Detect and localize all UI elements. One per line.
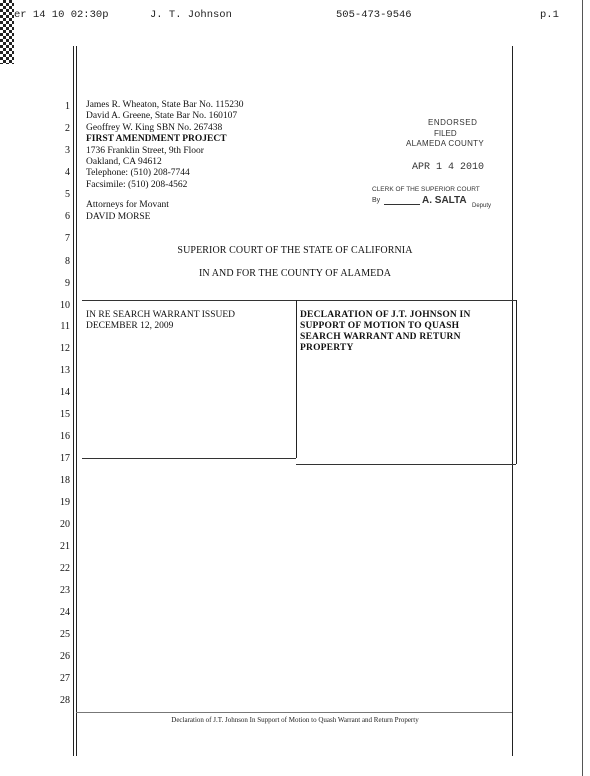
line-number: 27	[60, 673, 70, 684]
document-title-line: SUPPORT OF MOTION TO QUASH	[300, 321, 460, 331]
line-number: 14	[60, 387, 70, 398]
firm-address: 1736 Franklin Street, 9th Floor	[86, 145, 204, 156]
firm-name: FIRST AMENDMENT PROJECT	[86, 134, 227, 145]
page-edge-rule	[582, 0, 583, 776]
case-matter-date: DECEMBER 12, 2009	[86, 321, 174, 331]
stamp-deputy-name: A. SALTA	[422, 195, 467, 206]
line-number: 19	[60, 497, 70, 508]
firm-telephone: Telephone: (510) 208-7744	[86, 168, 190, 179]
movant-name: DAVID MORSE	[86, 211, 151, 222]
line-number: 10	[60, 300, 70, 311]
line-number: 12	[60, 343, 70, 354]
attorney-caption	[86, 100, 244, 223]
line-number: 23	[60, 585, 70, 596]
line-number: 2	[65, 123, 70, 134]
line-number: 17	[60, 453, 70, 464]
fax-header	[0, 9, 590, 23]
stamp-deputy-title: Deputy	[472, 203, 492, 209]
stamp-clerk: CLERK OF THE SUPERIOR COURT	[372, 186, 480, 193]
stamp-date: APR 1 4 2010	[412, 162, 485, 173]
document-title-line: SEARCH WARRANT AND RETURN	[300, 332, 461, 342]
attorney-line: Geoffrey W. King SBN No. 267438	[86, 122, 223, 133]
caption-bottom-rule-right	[296, 464, 516, 465]
attorney-line: James R. Wheaton, State Bar No. 115230	[86, 100, 244, 110]
caption-bottom-rule-left	[82, 458, 296, 459]
stamp-filed: FILED	[434, 129, 457, 138]
line-number: 18	[60, 475, 70, 486]
court-name: SUPERIOR COURT OF THE STATE OF CALIFORNIA	[177, 245, 413, 256]
attorney-line: David A. Greene, State Bar No. 160107	[86, 111, 238, 122]
stamp-by: By	[372, 197, 381, 204]
line-number: 1	[65, 101, 70, 112]
line-number: 25	[60, 629, 70, 640]
document-title	[300, 310, 471, 354]
stamp-county: ALAMEDA COUNTY	[406, 139, 484, 148]
pleading-left-rule-inner	[76, 46, 77, 756]
line-number: 5	[65, 189, 70, 200]
court-county: IN AND FOR THE COUNTY OF ALAMEDA	[198, 268, 392, 279]
line-number: 20	[60, 519, 70, 530]
caption-right-rule	[516, 300, 517, 464]
line-number: 21	[60, 541, 70, 552]
line-number: 28	[60, 695, 70, 706]
stamp-signature-line	[384, 204, 420, 205]
caption-center-rule	[296, 300, 297, 458]
document-title-line: DECLARATION OF J.T. JOHNSON IN	[300, 310, 471, 320]
line-number: 26	[60, 651, 70, 662]
footer-rule	[76, 712, 512, 713]
case-matter	[86, 310, 235, 332]
fax-sender: J. T. Johnson	[150, 9, 232, 21]
case-matter-line: IN RE SEARCH WARRANT ISSUED	[86, 310, 236, 320]
attorneys-for-label: Attorneys for Movant	[86, 200, 169, 211]
line-number: 13	[60, 365, 70, 376]
firm-facsimile: Facsimile: (510) 208-4562	[86, 179, 188, 190]
line-number: 8	[65, 256, 70, 267]
caption-top-rule	[82, 300, 517, 301]
line-number: 9	[65, 278, 70, 289]
fax-page-number: p.1	[540, 9, 559, 21]
filing-stamp	[372, 118, 522, 218]
document-title-line: PROPERTY	[300, 343, 354, 353]
pleading-left-rule-outer	[73, 46, 74, 756]
line-number: 24	[60, 607, 70, 618]
line-number: 3	[65, 145, 70, 156]
line-number: 4	[65, 167, 70, 178]
line-number: 11	[60, 321, 70, 332]
firm-city: Oakland, CA 94612	[86, 157, 162, 168]
fax-datetime: er 14 10 02:30p	[14, 9, 109, 21]
line-number: 22	[60, 563, 70, 574]
fax-phone: 505-473-9546	[336, 9, 412, 21]
line-number: 7	[65, 233, 70, 244]
footer-text: Declaration of J.T. Johnson In Support of Motion to Quash Warrant and Return Property	[171, 716, 419, 724]
line-number: 15	[60, 409, 70, 420]
line-number: 16	[60, 431, 70, 442]
line-number: 6	[65, 211, 70, 222]
stamp-endorsed: ENDORSED	[428, 118, 478, 127]
